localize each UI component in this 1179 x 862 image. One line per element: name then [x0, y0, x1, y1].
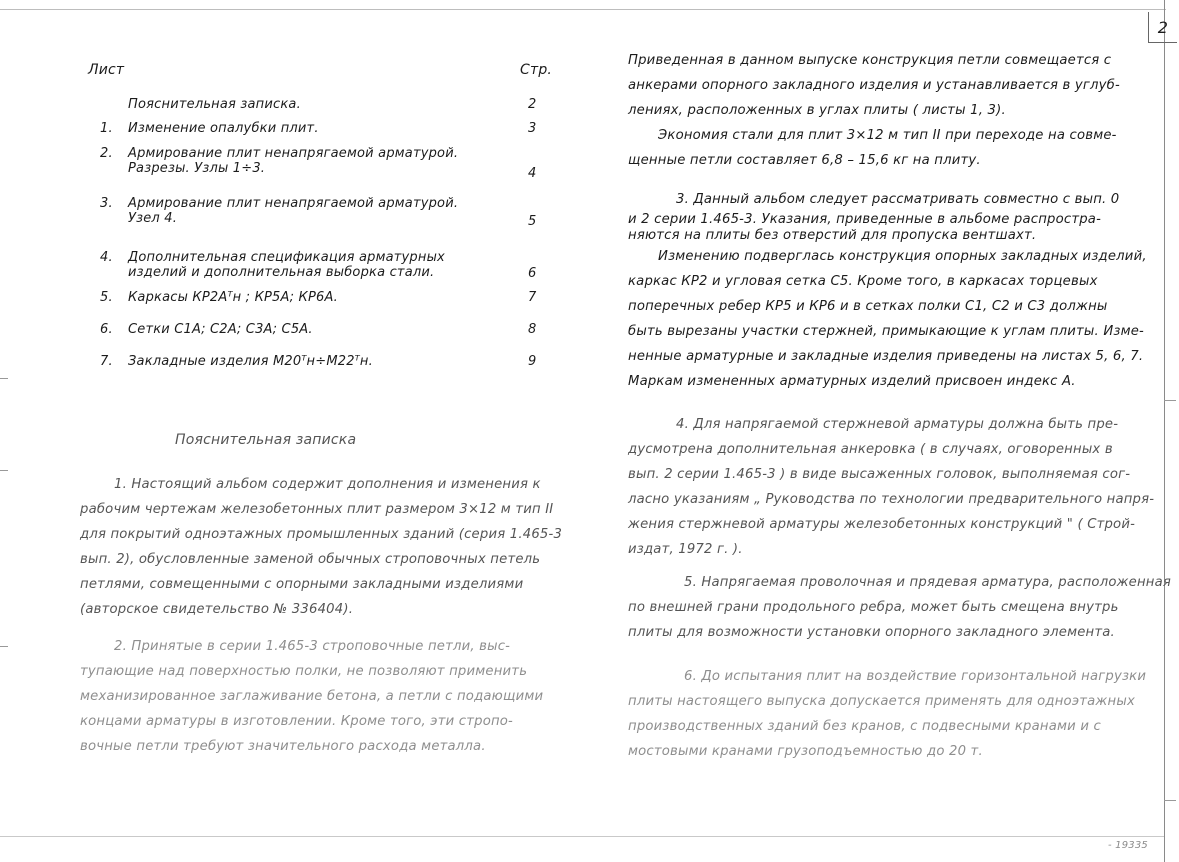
text-line: жения стержневой арматуры железобетонных конструкций " ( Строй- — [628, 517, 1136, 532]
text-line: производственных зданий без кранов, с подвесными кранами и с — [628, 719, 1101, 734]
text-line: плиты настоящего выпуска допускается применять для одноэтажных — [628, 694, 1135, 709]
text-line: быть вырезаны участки стержней, примыкающие к углам плиты. Изме- — [628, 324, 1145, 339]
margin-tick — [0, 470, 8, 471]
text-line: по внешней грани продольного ребра, может быть смещена внутрь — [628, 600, 1119, 615]
sheet-border-bottom — [0, 836, 1164, 837]
text-line: концами арматуры в изготовлении. Кроме того, эти стропо- — [80, 714, 514, 729]
text-line: 5. Напрягаемая проволочная и прядевая арматура, расположенная — [684, 575, 1172, 590]
text-line: рабочим чертежам железобетонных плит размером 3×12 м тип II — [80, 502, 554, 517]
sheet-border-right — [1164, 0, 1165, 862]
text-line: и 2 серии 1.465-3. Указания, приведенные в альбоме распростра- — [628, 212, 1102, 227]
text-line: Экономия стали для плит 3×12 м тип II при переходе на совме- — [658, 128, 1117, 143]
text-line: мостовыми кранами грузоподъемностью до 20 т. — [628, 744, 983, 759]
note-paragraph-1 — [80, 472, 562, 622]
toc-row-number: 2. — [100, 146, 113, 161]
toc-row-title: Изменение опалубки плит. — [128, 121, 319, 136]
page-number-box — [1148, 12, 1177, 43]
toc-row-page: 5 — [528, 214, 537, 229]
toc-row-title: Каркасы КР2Аᵀн ; КР5А; КР6А. — [128, 290, 338, 305]
text-line: издат, 1972 г. ). — [628, 542, 743, 557]
text-line: Изменению подверглась конструкция опорных закладных изделий, — [658, 249, 1147, 264]
archive-stamp: - 19335 — [1108, 840, 1148, 851]
toc-row-page: 9 — [528, 354, 537, 369]
note-paragraph-6 — [628, 664, 1146, 764]
page-number: 2 — [1157, 17, 1169, 37]
text-line: (авторское свидетельство № 336404). — [80, 602, 354, 617]
text-line: 1. Настоящий альбом содержит дополнения и изменения к — [114, 477, 541, 492]
margin-tick — [0, 378, 8, 379]
text-line: 6. До испытания плит на воздействие горизонтальной нагрузки — [684, 669, 1147, 684]
toc-row-number: 5. — [100, 290, 113, 305]
text-line: лениях, расположенных в углах плиты ( листы 1, 3). — [628, 103, 1006, 118]
toc-row-page: 6 — [528, 266, 537, 281]
text-line: ненные арматурные и закладные изделия приведены на листах 5, 6, 7. — [628, 349, 1144, 364]
text-line: Приведенная в данном выпуске конструкция петли совмещается с — [628, 53, 1112, 68]
text-line: механизированное заглаживание бетона, а петли с подающими — [80, 689, 544, 704]
text-line: каркас КР2 и угловая сетка С5. Кроме того, в каркасах торцевых — [628, 274, 1098, 289]
toc-row-number: 7. — [100, 354, 113, 369]
text-line: петлями, совмещенными с опорными закладными изделиями — [80, 577, 524, 592]
toc-row-title: Сетки С1А; С2А; С3А; С5А. — [128, 322, 313, 337]
text-line: щенные петли составляет 6,8 – 15,6 кг на плиту. — [628, 153, 981, 168]
margin-tick — [1164, 800, 1176, 801]
toc-header-page: Стр. — [520, 62, 553, 78]
note-paragraph-3 — [628, 187, 1147, 394]
text-line: тупающие над поверхностью полки, не позволяют применить — [80, 664, 528, 679]
text-line: 4. Для напрягаемой стержневой арматуры должна быть пре- — [676, 417, 1119, 432]
note-paragraph-intro — [628, 48, 1120, 173]
toc-row-number: 1. — [100, 121, 113, 136]
text-line: няются на плиты без отверстий для пропуска вентшахт. — [628, 228, 1037, 243]
margin-tick — [1164, 400, 1176, 401]
toc-row-title: Закладные изделия М20ᵀн÷М22ᵀн. — [128, 354, 373, 369]
note-paragraph-4 — [628, 412, 1154, 562]
toc-row-page: 4 — [528, 166, 537, 181]
toc-row-title: Пояснительная записка. — [128, 97, 301, 112]
toc-row — [100, 250, 550, 284]
text-line: Маркам измененных арматурных изделий присвоен индекс А. — [628, 374, 1076, 389]
toc-row — [100, 196, 550, 230]
text-line: вып. 2), обусловленные заменой обычных строповочных петель — [80, 552, 541, 567]
text-line: поперечных ребер КР5 и КР6 и в сетках полки С1, С2 и С3 должны — [628, 299, 1108, 314]
note-paragraph-2 — [80, 634, 543, 759]
text-line: для покрытий одноэтажных промышленных зданий (серия 1.465-3 — [80, 527, 563, 542]
margin-tick — [0, 646, 8, 647]
toc-header-sheet: Лист — [88, 62, 125, 78]
toc-row-page: 2 — [528, 97, 537, 112]
text-line: анкерами опорного закладного изделия и устанавливается в углуб- — [628, 78, 1120, 93]
text-line: вочные петли требуют значительного расхода металла. — [80, 739, 486, 754]
explanatory-note-title: Пояснительная записка — [175, 432, 357, 448]
toc-row-title: Армирование плит ненапрягаемой арматурой. Разрезы. Узлы 1÷3. — [128, 146, 459, 176]
text-line: плиты для возможности установки опорного закладного элемента. — [628, 625, 1115, 640]
toc-row-title: Армирование плит ненапрягаемой арматурой. Узел 4. — [128, 196, 459, 226]
text-line: вып. 2 серии 1.465-3 ) в виде высаженных головок, выполняемая сог- — [628, 467, 1131, 482]
text-line: 2. Принятые в серии 1.465-3 строповочные петли, выс- — [114, 639, 511, 654]
toc-row-number: 3. — [100, 196, 113, 211]
note-paragraph-5 — [628, 570, 1171, 645]
toc-row-number: 6. — [100, 322, 113, 337]
toc-row-page: 8 — [528, 322, 537, 337]
text-line: ласно указаниям „ Руководства по технологии предварительного напря- — [628, 492, 1155, 507]
toc-row-page: 7 — [528, 290, 537, 305]
text-line: дусмотрена дополнительная анкеровка ( в случаях, оговоренных в — [628, 442, 1113, 457]
sheet-border-top — [0, 9, 1166, 10]
text-line: 3. Данный альбом следует рассматривать совместно с вып. 0 — [676, 192, 1120, 207]
toc-row — [100, 146, 550, 180]
toc-row-number: 4. — [100, 250, 113, 265]
toc-row-title: Дополнительная спецификация арматурных изделий и дополнительная выборка стали. — [128, 250, 445, 280]
toc-row-page: 3 — [528, 121, 537, 136]
